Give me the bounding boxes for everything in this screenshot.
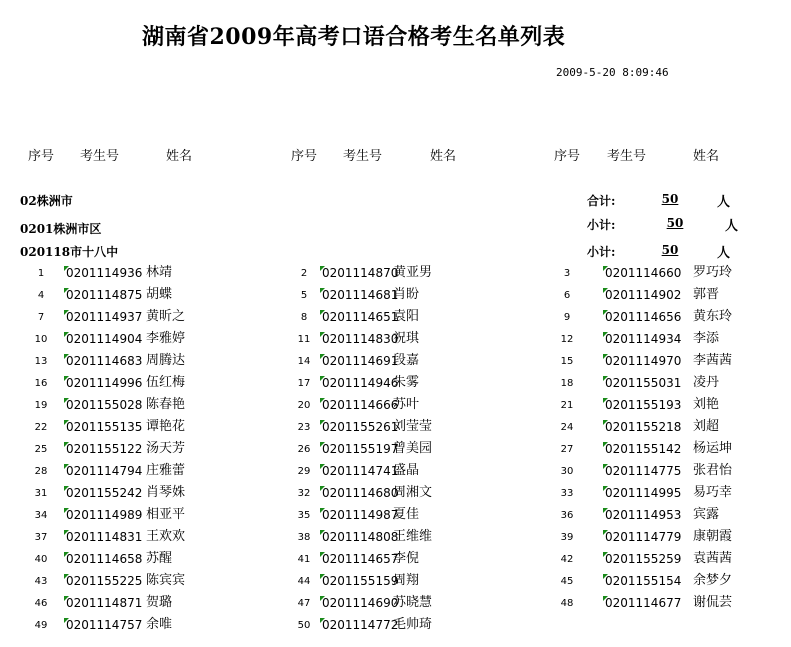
cell-comment-marker-icon	[320, 486, 325, 491]
student-seq: 42	[560, 554, 574, 565]
header-id-3: 考生号	[607, 149, 647, 164]
school-subtotal-unit: 人	[717, 246, 731, 261]
student-seq: 47	[297, 598, 311, 609]
student-id	[64, 442, 150, 456]
student-id-text: 0201114808	[322, 530, 399, 544]
student-name: 李添	[693, 331, 720, 346]
student-id	[64, 530, 150, 544]
school-subtotal-label: 小计:	[587, 245, 616, 259]
cell-comment-marker-icon	[64, 574, 69, 579]
student-name: 段嘉	[393, 353, 420, 368]
student-name: 王欢欢	[146, 529, 186, 544]
cell-comment-marker-icon	[603, 486, 608, 491]
student-name: 康朝霞	[693, 529, 733, 544]
cell-comment-marker-icon	[320, 574, 325, 579]
student-name: 周翔	[393, 573, 420, 588]
header-seq-1: 序号	[28, 149, 55, 164]
student-seq: 27	[560, 444, 574, 455]
student-seq: 1	[37, 268, 45, 279]
student-seq: 12	[560, 334, 574, 345]
student-seq: 40	[34, 554, 48, 565]
cell-comment-marker-icon	[320, 464, 325, 469]
student-id	[603, 530, 689, 544]
student-seq: 50	[297, 620, 311, 631]
student-name: 易巧幸	[693, 485, 733, 500]
student-id-text: 0201114775	[605, 464, 682, 478]
student-id-text: 0201114970	[605, 354, 682, 368]
student-id-text: 0201114989	[66, 508, 143, 522]
student-seq: 28	[34, 466, 48, 477]
cell-comment-marker-icon	[603, 508, 608, 513]
cell-comment-marker-icon	[603, 376, 608, 381]
district-subtotal-value: 50	[666, 216, 684, 230]
header-name-1: 姓名	[166, 149, 193, 164]
student-name: 郭晋	[693, 287, 720, 302]
student-name: 夏佳	[393, 507, 420, 522]
student-name: 杨运坤	[693, 441, 733, 456]
cell-comment-marker-icon	[64, 266, 69, 271]
student-id	[64, 266, 150, 280]
cell-comment-marker-icon	[603, 266, 608, 271]
student-name: 谢侃芸	[693, 595, 733, 610]
student-seq: 10	[34, 334, 48, 345]
cell-comment-marker-icon	[64, 288, 69, 293]
student-id-text: 0201114681	[322, 288, 399, 302]
student-name: 肖盼	[393, 287, 420, 302]
student-name: 伍红梅	[146, 375, 186, 390]
student-name: 胡蝶	[146, 287, 173, 302]
cell-comment-marker-icon	[64, 310, 69, 315]
student-name: 毛帅琦	[393, 617, 433, 632]
student-id-text: 0201155225	[66, 574, 143, 588]
cell-comment-marker-icon	[64, 376, 69, 381]
student-name: 庄雅蕾	[146, 463, 186, 478]
student-seq: 4	[37, 290, 45, 301]
student-id	[603, 398, 689, 412]
student-id-text: 0201114741	[322, 464, 399, 478]
student-id-text: 0201155197	[322, 442, 399, 456]
student-id-text: 0201155142	[605, 442, 682, 456]
student-id	[603, 464, 689, 478]
cell-comment-marker-icon	[603, 420, 608, 425]
group-school: 020118市十八中	[20, 245, 119, 259]
student-name: 周湘文	[393, 485, 433, 500]
student-id	[64, 596, 150, 610]
student-id-text: 0201114870	[322, 266, 399, 280]
cell-comment-marker-icon	[603, 552, 608, 557]
student-seq: 35	[297, 510, 311, 521]
student-name: 袁阳	[393, 309, 420, 324]
header-id-1: 考生号	[80, 149, 120, 164]
student-id	[64, 398, 150, 412]
student-seq: 21	[560, 400, 574, 411]
student-id-text: 0201114794	[66, 464, 143, 478]
student-id	[603, 288, 689, 302]
cell-comment-marker-icon	[603, 398, 608, 403]
student-name: 祝琪	[393, 331, 420, 346]
cell-comment-marker-icon	[603, 464, 608, 469]
student-name: 黄昕之	[146, 309, 186, 324]
student-id	[603, 310, 689, 324]
student-id-text: 0201114936	[66, 266, 143, 280]
student-seq: 24	[560, 422, 574, 433]
student-seq: 5	[300, 290, 308, 301]
student-id	[64, 420, 150, 434]
student-seq: 44	[297, 576, 311, 587]
student-name: 袁茜茜	[693, 551, 733, 566]
student-name: 周腾达	[146, 353, 186, 368]
cell-comment-marker-icon	[320, 376, 325, 381]
student-seq: 31	[34, 488, 48, 499]
student-id-text: 0201114690	[322, 596, 399, 610]
student-id-text: 0201155159	[322, 574, 399, 588]
student-name: 林靖	[146, 265, 173, 280]
header-id-2: 考生号	[343, 149, 383, 164]
student-id-text: 0201155028	[66, 398, 143, 412]
student-name: 盛晶	[393, 463, 420, 478]
student-name: 宾露	[693, 507, 720, 522]
student-id	[603, 574, 689, 588]
student-id	[64, 486, 150, 500]
student-seq: 25	[34, 444, 48, 455]
student-id-text: 0201114987	[322, 508, 399, 522]
student-name: 谭艳花	[146, 419, 186, 434]
student-id	[64, 574, 150, 588]
student-seq: 29	[297, 466, 311, 477]
cell-comment-marker-icon	[64, 618, 69, 623]
student-seq: 37	[34, 532, 48, 543]
cell-comment-marker-icon	[320, 288, 325, 293]
student-id	[64, 354, 150, 368]
cell-comment-marker-icon	[320, 618, 325, 623]
total-label: 合计:	[587, 194, 616, 208]
student-id-text: 0201155135	[66, 420, 143, 434]
cell-comment-marker-icon	[320, 530, 325, 535]
student-name: 余唯	[146, 617, 173, 632]
student-id-text: 0201114657	[322, 552, 399, 566]
student-seq: 15	[560, 356, 574, 367]
student-id-text: 0201155154	[605, 574, 682, 588]
cell-comment-marker-icon	[603, 574, 608, 579]
student-name: 黄东玲	[693, 309, 733, 324]
student-id-text: 0201114830	[322, 332, 399, 346]
cell-comment-marker-icon	[64, 420, 69, 425]
student-seq: 13	[34, 356, 48, 367]
student-name: 刘超	[693, 419, 720, 434]
student-name: 苏晓慧	[393, 595, 433, 610]
student-id-text: 0201114680	[322, 486, 399, 500]
student-id	[603, 376, 689, 390]
cell-comment-marker-icon	[64, 354, 69, 359]
student-name: 余梦夕	[693, 573, 733, 588]
student-id-text: 0201155242	[66, 486, 143, 500]
student-name: 曾美园	[393, 441, 433, 456]
student-id-text: 0201155261	[322, 420, 399, 434]
student-name: 刘莹莹	[393, 419, 433, 434]
student-seq: 48	[560, 598, 574, 609]
cell-comment-marker-icon	[320, 442, 325, 447]
cell-comment-marker-icon	[603, 288, 608, 293]
cell-comment-marker-icon	[64, 596, 69, 601]
district-subtotal-label: 小计:	[587, 218, 616, 232]
student-id-text: 0201114995	[605, 486, 682, 500]
header-seq-2: 序号	[291, 149, 318, 164]
student-seq: 49	[34, 620, 48, 631]
cell-comment-marker-icon	[64, 398, 69, 403]
student-id-text: 0201114772	[322, 618, 399, 632]
cell-comment-marker-icon	[320, 508, 325, 513]
student-seq: 22	[34, 422, 48, 433]
student-id	[603, 486, 689, 500]
student-name: 张君怡	[693, 463, 733, 478]
student-name: 苏醒	[146, 551, 173, 566]
cell-comment-marker-icon	[64, 486, 69, 491]
student-id	[603, 596, 689, 610]
cell-comment-marker-icon	[320, 596, 325, 601]
cell-comment-marker-icon	[603, 596, 608, 601]
cell-comment-marker-icon	[320, 420, 325, 425]
student-seq: 11	[297, 334, 311, 345]
student-id	[603, 354, 689, 368]
student-id-text: 0201114934	[605, 332, 682, 346]
student-id	[603, 442, 689, 456]
student-seq: 26	[297, 444, 311, 455]
student-seq: 20	[297, 400, 311, 411]
student-id-text: 0201155122	[66, 442, 143, 456]
student-id-text: 0201114875	[66, 288, 143, 302]
student-seq: 16	[34, 378, 48, 389]
student-id	[603, 266, 689, 280]
student-name: 凌丹	[693, 375, 720, 390]
student-name: 陈春艳	[146, 397, 186, 412]
cell-comment-marker-icon	[64, 552, 69, 557]
student-name: 陈宾宾	[146, 573, 186, 588]
student-seq: 7	[37, 312, 45, 323]
student-id	[603, 508, 689, 522]
student-name: 汤天芳	[146, 441, 186, 456]
student-seq: 2	[300, 268, 308, 279]
student-id-text: 0201114651	[322, 310, 399, 324]
student-id-text: 0201155193	[605, 398, 682, 412]
cell-comment-marker-icon	[64, 464, 69, 469]
student-seq: 36	[560, 510, 574, 521]
student-id-text: 0201114937	[66, 310, 143, 324]
header-seq-3: 序号	[554, 149, 581, 164]
page-title: 湖南省2009年高考口语合格考生名单列表	[142, 24, 566, 50]
student-seq: 46	[34, 598, 48, 609]
student-id	[64, 332, 150, 346]
student-seq: 23	[297, 422, 311, 433]
student-id-text: 0201114831	[66, 530, 143, 544]
student-seq: 17	[297, 378, 311, 389]
student-id-text: 0201114904	[66, 332, 143, 346]
student-seq: 43	[34, 576, 48, 587]
student-name: 刘艳	[693, 397, 720, 412]
student-name: 黄亚男	[393, 265, 433, 280]
student-name: 肖琴姝	[146, 485, 186, 500]
student-seq: 33	[560, 488, 574, 499]
student-seq: 32	[297, 488, 311, 499]
student-seq: 45	[560, 576, 574, 587]
student-seq: 18	[560, 378, 574, 389]
student-seq: 38	[297, 532, 311, 543]
student-id-text: 0201114996	[66, 376, 143, 390]
student-seq: 34	[34, 510, 48, 521]
cell-comment-marker-icon	[64, 442, 69, 447]
cell-comment-marker-icon	[320, 310, 325, 315]
student-id-text: 0201114691	[322, 354, 399, 368]
total-value: 50	[661, 192, 679, 206]
school-subtotal-value: 50	[661, 243, 679, 257]
student-id	[64, 310, 150, 324]
student-id-text: 0201114656	[605, 310, 682, 324]
student-seq: 19	[34, 400, 48, 411]
student-id	[64, 552, 150, 566]
student-id-text: 0201114658	[66, 552, 143, 566]
student-id	[64, 376, 150, 390]
timestamp: 2009-5-20 8:09:46	[556, 66, 669, 79]
student-id	[64, 288, 150, 302]
cell-comment-marker-icon	[603, 354, 608, 359]
student-id-text: 0201114902	[605, 288, 682, 302]
student-id-text: 0201114683	[66, 354, 143, 368]
district-subtotal-unit: 人	[725, 219, 739, 234]
student-id-text: 0201114677	[605, 596, 682, 610]
student-id-text: 0201114666	[322, 398, 399, 412]
student-id	[603, 552, 689, 566]
group-district: 0201株洲市区	[20, 222, 102, 236]
student-id-text: 0201155218	[605, 420, 682, 434]
student-id	[603, 332, 689, 346]
cell-comment-marker-icon	[603, 442, 608, 447]
cell-comment-marker-icon	[603, 530, 608, 535]
cell-comment-marker-icon	[320, 354, 325, 359]
student-id	[64, 618, 150, 632]
student-name: 王维维	[393, 529, 433, 544]
student-id-text: 0201114953	[605, 508, 682, 522]
student-name: 李茜茜	[693, 353, 733, 368]
student-seq: 30	[560, 466, 574, 477]
student-name: 贺璐	[146, 595, 173, 610]
cell-comment-marker-icon	[320, 552, 325, 557]
group-city: 02株洲市	[20, 194, 73, 208]
student-seq: 14	[297, 356, 311, 367]
student-id	[603, 420, 689, 434]
student-name: 李雅婷	[146, 331, 186, 346]
cell-comment-marker-icon	[64, 332, 69, 337]
student-seq: 3	[563, 268, 571, 279]
total-unit: 人	[717, 195, 731, 210]
student-id-text: 0201114871	[66, 596, 143, 610]
student-name: 相亚平	[146, 507, 186, 522]
cell-comment-marker-icon	[603, 332, 608, 337]
student-seq: 41	[297, 554, 311, 565]
student-id-text: 0201114779	[605, 530, 682, 544]
header-name-3: 姓名	[693, 149, 720, 164]
student-id	[64, 508, 150, 522]
cell-comment-marker-icon	[603, 310, 608, 315]
student-seq: 8	[300, 312, 308, 323]
student-name: 罗巧玲	[693, 265, 733, 280]
student-id-text: 0201114757	[66, 618, 143, 632]
student-name: 苏叶	[393, 397, 420, 412]
cell-comment-marker-icon	[320, 332, 325, 337]
student-id-text: 0201155259	[605, 552, 682, 566]
student-seq: 39	[560, 532, 574, 543]
student-seq: 9	[563, 312, 571, 323]
cell-comment-marker-icon	[320, 266, 325, 271]
student-id-text: 0201114946	[322, 376, 399, 390]
cell-comment-marker-icon	[64, 530, 69, 535]
student-id	[64, 464, 150, 478]
student-name: 朱雾	[393, 375, 420, 390]
student-id-text: 0201114660	[605, 266, 682, 280]
cell-comment-marker-icon	[64, 508, 69, 513]
student-id-text: 0201155031	[605, 376, 682, 390]
cell-comment-marker-icon	[320, 398, 325, 403]
header-name-2: 姓名	[430, 149, 457, 164]
student-name: 李倪	[393, 551, 420, 566]
student-seq: 6	[563, 290, 571, 301]
